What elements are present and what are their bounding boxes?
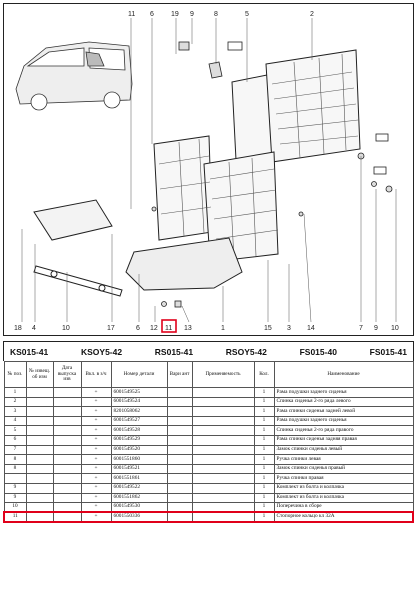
col-header-notice: № извещ. об изм <box>26 362 53 388</box>
model-code: KSOY5-42 <box>80 346 123 357</box>
cell-pos <box>4 474 26 484</box>
cell-name: Рама спинки сиденья задней левой <box>274 407 413 417</box>
cell-part-number: 6001549525 <box>111 388 167 398</box>
cell-applicability <box>192 388 254 398</box>
callout-12: 12 <box>150 325 158 332</box>
cell-variant <box>167 416 192 426</box>
cell-applicability <box>192 512 254 522</box>
cell-date <box>53 445 81 455</box>
cell-part-number: 8201058062 <box>111 407 167 417</box>
cell-notice <box>26 483 53 493</box>
cell-part-number: 6001551862 <box>111 493 167 503</box>
table-row[interactable] <box>4 388 413 398</box>
parts-table-body <box>4 388 413 522</box>
cell-notice <box>26 397 53 407</box>
table-row[interactable] <box>4 464 413 474</box>
table-row[interactable] <box>4 426 413 436</box>
cell-qty: 1 <box>254 503 274 513</box>
cell-qty: 1 <box>254 388 274 398</box>
cell-qty: 1 <box>254 445 274 455</box>
cell-date <box>53 464 81 474</box>
cell-notice <box>26 464 53 474</box>
cell-name: Замок спинки сиденья правый <box>274 464 413 474</box>
cell-date <box>53 416 81 426</box>
table-row[interactable] <box>4 483 413 493</box>
cell-pos: 1 <box>4 388 26 398</box>
cell-notice <box>26 416 53 426</box>
cell-notice <box>26 388 53 398</box>
cell-name: Рама подушки заднего сиденья <box>274 416 413 426</box>
cell-part-number: 6001549529 <box>111 435 167 445</box>
cell-spare: + <box>81 435 111 445</box>
table-row[interactable] <box>4 512 413 522</box>
table-row[interactable] <box>4 474 413 484</box>
parts-table <box>3 361 414 523</box>
cell-spare: + <box>81 397 111 407</box>
cell-notice <box>26 512 53 522</box>
col-header-date: Дата выпуска изв <box>53 362 81 388</box>
cell-part-number: 6001549521 <box>111 464 167 474</box>
model-codes-bar <box>3 341 414 361</box>
cell-spare: + <box>81 483 111 493</box>
table-row[interactable] <box>4 503 413 513</box>
cell-spare: + <box>81 512 111 522</box>
callout-14: 14 <box>307 325 315 332</box>
cell-spare: + <box>81 416 111 426</box>
cell-name: Замок спинки сиденья левый <box>274 445 413 455</box>
cell-name: Рама подушки заднего сиденья <box>274 388 413 398</box>
cell-name: Поперечина в сборе <box>274 503 413 513</box>
cell-notice <box>26 503 53 513</box>
cell-qty: 1 <box>254 455 274 465</box>
cell-spare: + <box>81 455 111 465</box>
callout-17: 17 <box>107 325 115 332</box>
cell-part-number: 6001549527 <box>111 416 167 426</box>
cell-name: Рама спинки сиденья задняя правая <box>274 435 413 445</box>
cell-variant <box>167 435 192 445</box>
cell-spare: + <box>81 426 111 436</box>
callout-5-top: 5 <box>245 11 249 18</box>
cell-part-number: 6001549522 <box>111 483 167 493</box>
cell-date <box>53 483 81 493</box>
cell-notice <box>26 426 53 436</box>
cell-applicability <box>192 455 254 465</box>
cell-name: Комплект из болта и колпачка <box>274 493 413 503</box>
cell-name: Ручка спинки левая <box>274 455 413 465</box>
cell-spare: + <box>81 464 111 474</box>
cell-applicability <box>192 483 254 493</box>
model-code: KS015-41 <box>10 346 49 357</box>
table-row[interactable] <box>4 493 413 503</box>
cell-qty: 1 <box>254 416 274 426</box>
cell-notice <box>26 474 53 484</box>
model-code: FS015-41 <box>369 346 407 357</box>
cell-part-number: 6001551860 <box>111 455 167 465</box>
cell-applicability <box>192 493 254 503</box>
col-header-pos: № поз. <box>4 362 26 388</box>
cell-date <box>53 397 81 407</box>
cell-applicability <box>192 464 254 474</box>
cell-pos: 4 <box>4 416 26 426</box>
callout-19-top: 19 <box>171 11 179 18</box>
cell-applicability <box>192 445 254 455</box>
cell-date <box>53 455 81 465</box>
cell-pos: 2 <box>4 397 26 407</box>
model-code: FS015-40 <box>299 346 337 357</box>
callout-13: 13 <box>184 325 192 332</box>
cell-variant <box>167 407 192 417</box>
callout-2-top: 2 <box>310 11 314 18</box>
cell-qty: 1 <box>254 426 274 436</box>
cell-pos: 7 <box>4 445 26 455</box>
cell-pos: 8 <box>4 455 26 465</box>
cell-variant <box>167 426 192 436</box>
cell-variant <box>167 464 192 474</box>
parts-diagram <box>3 3 414 336</box>
col-header-applicability: Применяемость <box>192 362 254 388</box>
model-code: RS015-41 <box>154 346 194 357</box>
table-row[interactable] <box>4 397 413 407</box>
callout-11-highlighted: 11 <box>165 325 173 332</box>
cell-variant <box>167 455 192 465</box>
cell-date <box>53 388 81 398</box>
table-header-row <box>4 362 413 388</box>
cell-applicability <box>192 426 254 436</box>
callout-18: 18 <box>14 325 22 332</box>
callout-7: 7 <box>359 325 363 332</box>
col-header-part-number: Номер детали <box>111 362 167 388</box>
cell-spare: + <box>81 445 111 455</box>
callout-6-top: 6 <box>150 11 154 18</box>
cell-part-number: 6001551861 <box>111 474 167 484</box>
cell-variant <box>167 512 192 522</box>
callout-8-top: 8 <box>214 11 218 18</box>
seat-exploded-view <box>4 4 415 337</box>
table-row[interactable] <box>4 445 413 455</box>
callout-11-top: 11 <box>128 11 136 18</box>
model-code: RSOY5-42 <box>225 346 267 357</box>
col-header-variant: Вари ант <box>167 362 192 388</box>
cell-spare: + <box>81 503 111 513</box>
cell-name: Стопорное кольцо кл 32А <box>274 512 413 522</box>
cell-name: Спинка сиденья 2-го ряда левого <box>274 397 413 407</box>
cell-notice <box>26 445 53 455</box>
cell-variant <box>167 474 192 484</box>
cell-applicability <box>192 435 254 445</box>
cell-variant <box>167 503 192 513</box>
cell-qty: 1 <box>254 483 274 493</box>
cell-part-number: 6001549530 <box>111 503 167 513</box>
cell-applicability <box>192 474 254 484</box>
cell-qty: 1 <box>254 493 274 503</box>
cell-variant <box>167 493 192 503</box>
cell-date <box>53 474 81 484</box>
cell-notice <box>26 435 53 445</box>
cell-pos: 11 <box>4 512 26 522</box>
cell-date <box>53 493 81 503</box>
cell-variant <box>167 483 192 493</box>
cell-qty: 1 <box>254 407 274 417</box>
cell-qty: 1 <box>254 464 274 474</box>
callout-4: 4 <box>32 325 36 332</box>
table-row[interactable] <box>4 455 413 465</box>
callout-10: 10 <box>62 325 70 332</box>
callout-10-right: 10 <box>391 325 399 332</box>
cell-pos: 8 <box>4 464 26 474</box>
cell-qty: 1 <box>254 512 274 522</box>
cell-qty: 1 <box>254 397 274 407</box>
callout-6: 6 <box>136 325 140 332</box>
cell-notice <box>26 493 53 503</box>
cell-applicability <box>192 503 254 513</box>
cell-part-number: 6001549524 <box>111 397 167 407</box>
col-header-name: Наименование <box>274 362 413 388</box>
cell-date <box>53 503 81 513</box>
cell-name: Спинка сиденья 2-го ряда правого <box>274 426 413 436</box>
cell-spare: + <box>81 407 111 417</box>
cell-date <box>53 407 81 417</box>
cell-applicability <box>192 416 254 426</box>
cell-notice <box>26 455 53 465</box>
col-header-qty: Кол. <box>254 362 274 388</box>
cell-variant <box>167 388 192 398</box>
cell-pos: 9 <box>4 483 26 493</box>
callout-9-top: 9 <box>190 11 194 18</box>
cell-applicability <box>192 397 254 407</box>
cell-pos: 10 <box>4 503 26 513</box>
cell-qty: 1 <box>254 435 274 445</box>
cell-name: Комплект из болта и колпачка <box>274 483 413 493</box>
cell-name: Ручка спинки правая <box>274 474 413 484</box>
cell-date <box>53 512 81 522</box>
table-row[interactable] <box>4 435 413 445</box>
callout-3: 3 <box>287 325 291 332</box>
cell-pos: 6 <box>4 435 26 445</box>
car-thumbnail <box>16 42 132 110</box>
cell-pos: 3 <box>4 407 26 417</box>
cell-date <box>53 435 81 445</box>
cell-applicability <box>192 407 254 417</box>
cell-part-number: 6001549520 <box>111 445 167 455</box>
cell-variant <box>167 397 192 407</box>
callout-1: 1 <box>221 325 225 332</box>
table-row[interactable] <box>4 416 413 426</box>
col-header-spare: Вкл. в з/ч <box>81 362 111 388</box>
cell-spare: + <box>81 493 111 503</box>
cell-spare: + <box>81 388 111 398</box>
callout-15: 15 <box>264 325 272 332</box>
cell-pos: 5 <box>4 426 26 436</box>
cell-notice <box>26 407 53 417</box>
callout-9: 9 <box>374 325 378 332</box>
cell-part-number: 6001550336 <box>111 512 167 522</box>
cell-qty: 1 <box>254 474 274 484</box>
cell-pos: 9 <box>4 493 26 503</box>
cell-part-number: 6001549528 <box>111 426 167 436</box>
table-row[interactable] <box>4 407 413 417</box>
cell-variant <box>167 445 192 455</box>
cell-date <box>53 426 81 436</box>
cell-spare: + <box>81 474 111 484</box>
